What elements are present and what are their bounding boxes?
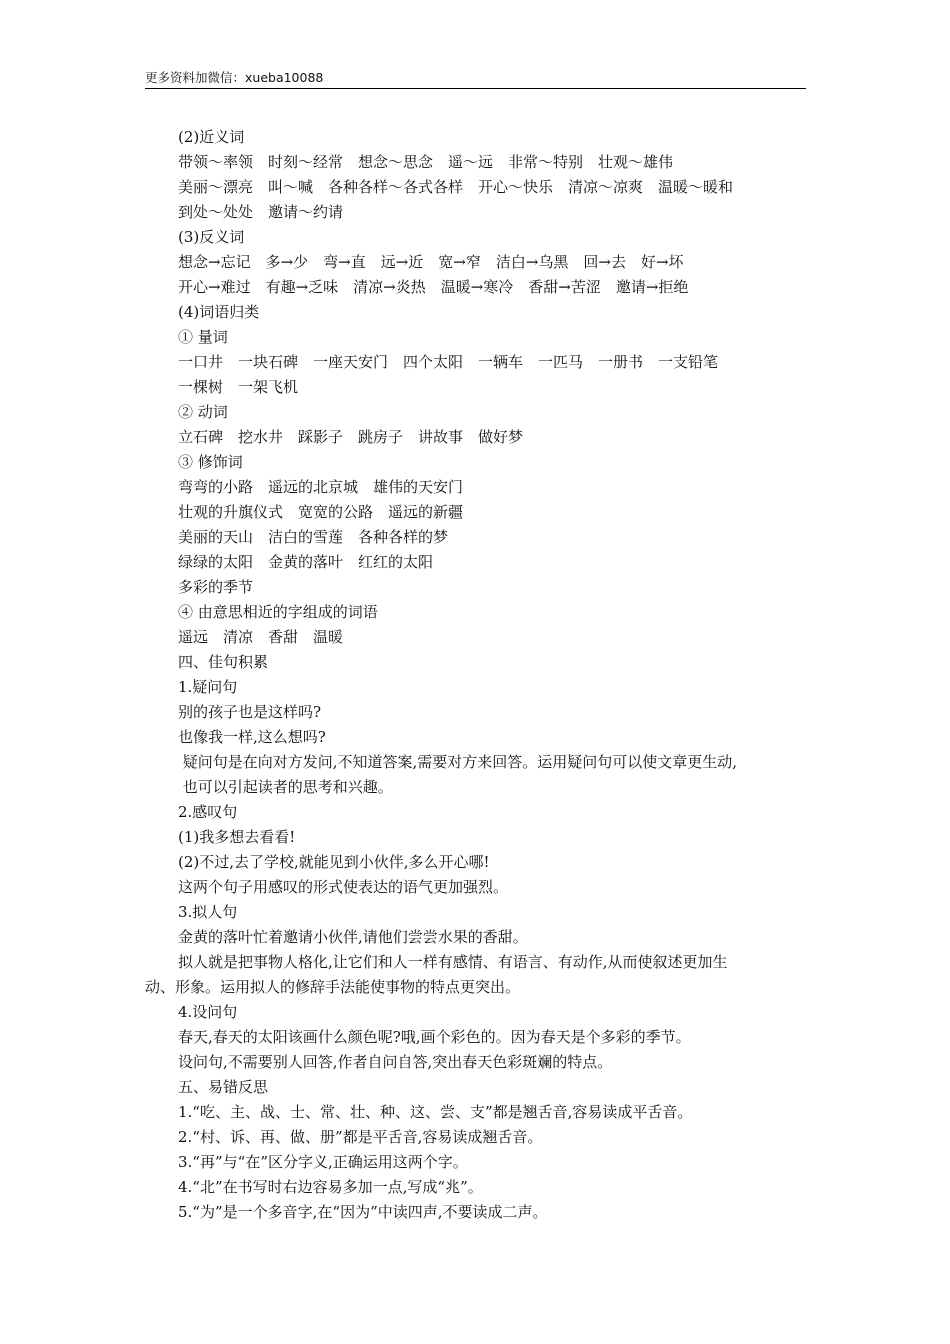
text-line: 1.疑问句 <box>178 678 238 696</box>
page-header <box>145 66 806 89</box>
text-line: 立石碑 挖水井 踩影子 跳房子 讲故事 做好梦 <box>178 428 524 446</box>
text-line: 2.感叹句 <box>178 803 238 821</box>
text-line: 美丽的天山 洁白的雪莲 各种各样的梦 <box>178 528 449 546</box>
text-line: (2)近义词 <box>178 128 245 146</box>
text-line: 一棵树 一架飞机 <box>178 378 299 396</box>
text-line: 动、形象。运用拟人的修辞手法能使事物的特点更突出。 <box>145 978 521 996</box>
text-line: 设问句,不需要别人回答,作者自问自答,突出春天色彩斑斓的特点。 <box>178 1053 613 1071</box>
text-line: 开心→难过 有趣→乏味 清凉→炎热 温暖→寒冷 香甜→苦涩 邀请→拒绝 <box>178 278 689 296</box>
text-line: 别的孩子也是这样吗? <box>178 703 322 721</box>
text-line: 疑问句是在向对方发问,不知道答案,需要对方来回答。运用疑问句可以使文章更生动, <box>178 753 738 771</box>
text-line: (2)不过,去了学校,就能见到小伙伴,多么开心哪! <box>178 853 490 871</box>
text-line: ④ 由意思相近的字组成的词语 <box>178 603 378 621</box>
text-line: 想念→忘记 多→少 弯→直 远→近 宽→窄 洁白→乌黑 回→去 好→坏 <box>178 253 684 271</box>
text-line: 多彩的季节 <box>178 578 254 596</box>
text-line: (1)我多想去看看! <box>178 828 296 846</box>
text-line: 一口井 一块石碑 一座天安门 四个太阳 一辆车 一匹马 一册书 一支铅笔 <box>178 353 719 371</box>
text-line: 拟人就是把事物人格化,让它们和人一样有感情、有语言、有动作,从而使叙述更加生 <box>178 953 728 971</box>
text-line: 弯弯的小路 遥远的北京城 雄伟的天安门 <box>178 478 464 496</box>
text-line: 也像我一样,这么想吗? <box>178 728 326 746</box>
text-line: 遥远 清凉 香甜 温暖 <box>178 628 344 646</box>
text-line: (4)词语归类 <box>178 303 260 321</box>
text-line: 3.“再”与“在”区分字义,正确运用这两个字。 <box>178 1153 468 1171</box>
text-line: ② 动词 <box>178 403 228 421</box>
text-line: 金黄的落叶忙着邀请小伙伴,请他们尝尝水果的香甜。 <box>178 928 528 946</box>
text-line: 也可以引起读者的思考和兴趣。 <box>178 778 393 796</box>
text-line: 春天,春天的太阳该画什么颜色呢?哦,画个彩色的。因为春天是个多彩的季节。 <box>178 1028 691 1046</box>
text-line: ① 量词 <box>178 328 228 346</box>
text-line: 到处～处处 邀请～约请 <box>178 203 344 221</box>
text-line: ③ 修饰词 <box>178 453 243 471</box>
text-line: 壮观的升旗仪式 宽宽的公路 遥远的新疆 <box>178 503 464 521</box>
text-line: 1.“吃、主、战、士、常、壮、种、这、尝、支”都是翘舌音,容易读成平舌音。 <box>178 1103 693 1121</box>
text-line: 3.拟人句 <box>178 903 238 921</box>
text-line: 带领～率领 时刻～经常 想念～思念 遥～远 非常～特别 壮观～雄伟 <box>178 153 674 171</box>
text-line: 这两个句子用感叹的形式使表达的语气更加强烈。 <box>178 878 509 896</box>
section-heading: 四、佳句积累 <box>178 653 269 671</box>
text-line: 5.“为”是一个多音字,在“因为”中读四声,不要读成二声。 <box>178 1203 548 1221</box>
section-heading: 五、易错反思 <box>178 1078 269 1096</box>
header-text: 更多资料加微信：xueba10088 <box>145 70 324 85</box>
text-line: (3)反义词 <box>178 228 245 246</box>
text-line: 2.“村、诉、再、做、册”都是平舌音,容易读成翘舌音。 <box>178 1128 543 1146</box>
text-line: 4.设问句 <box>178 1003 238 1021</box>
text-line: 美丽～漂亮 叫～喊 各种各样～各式各样 开心～快乐 清凉～凉爽 温暖～暖和 <box>178 178 734 196</box>
text-line: 绿绿的太阳 金黄的落叶 红红的太阳 <box>178 553 434 571</box>
text-line: 4.“北”在书写时右边容易多加一点,写成“兆”。 <box>178 1178 483 1196</box>
